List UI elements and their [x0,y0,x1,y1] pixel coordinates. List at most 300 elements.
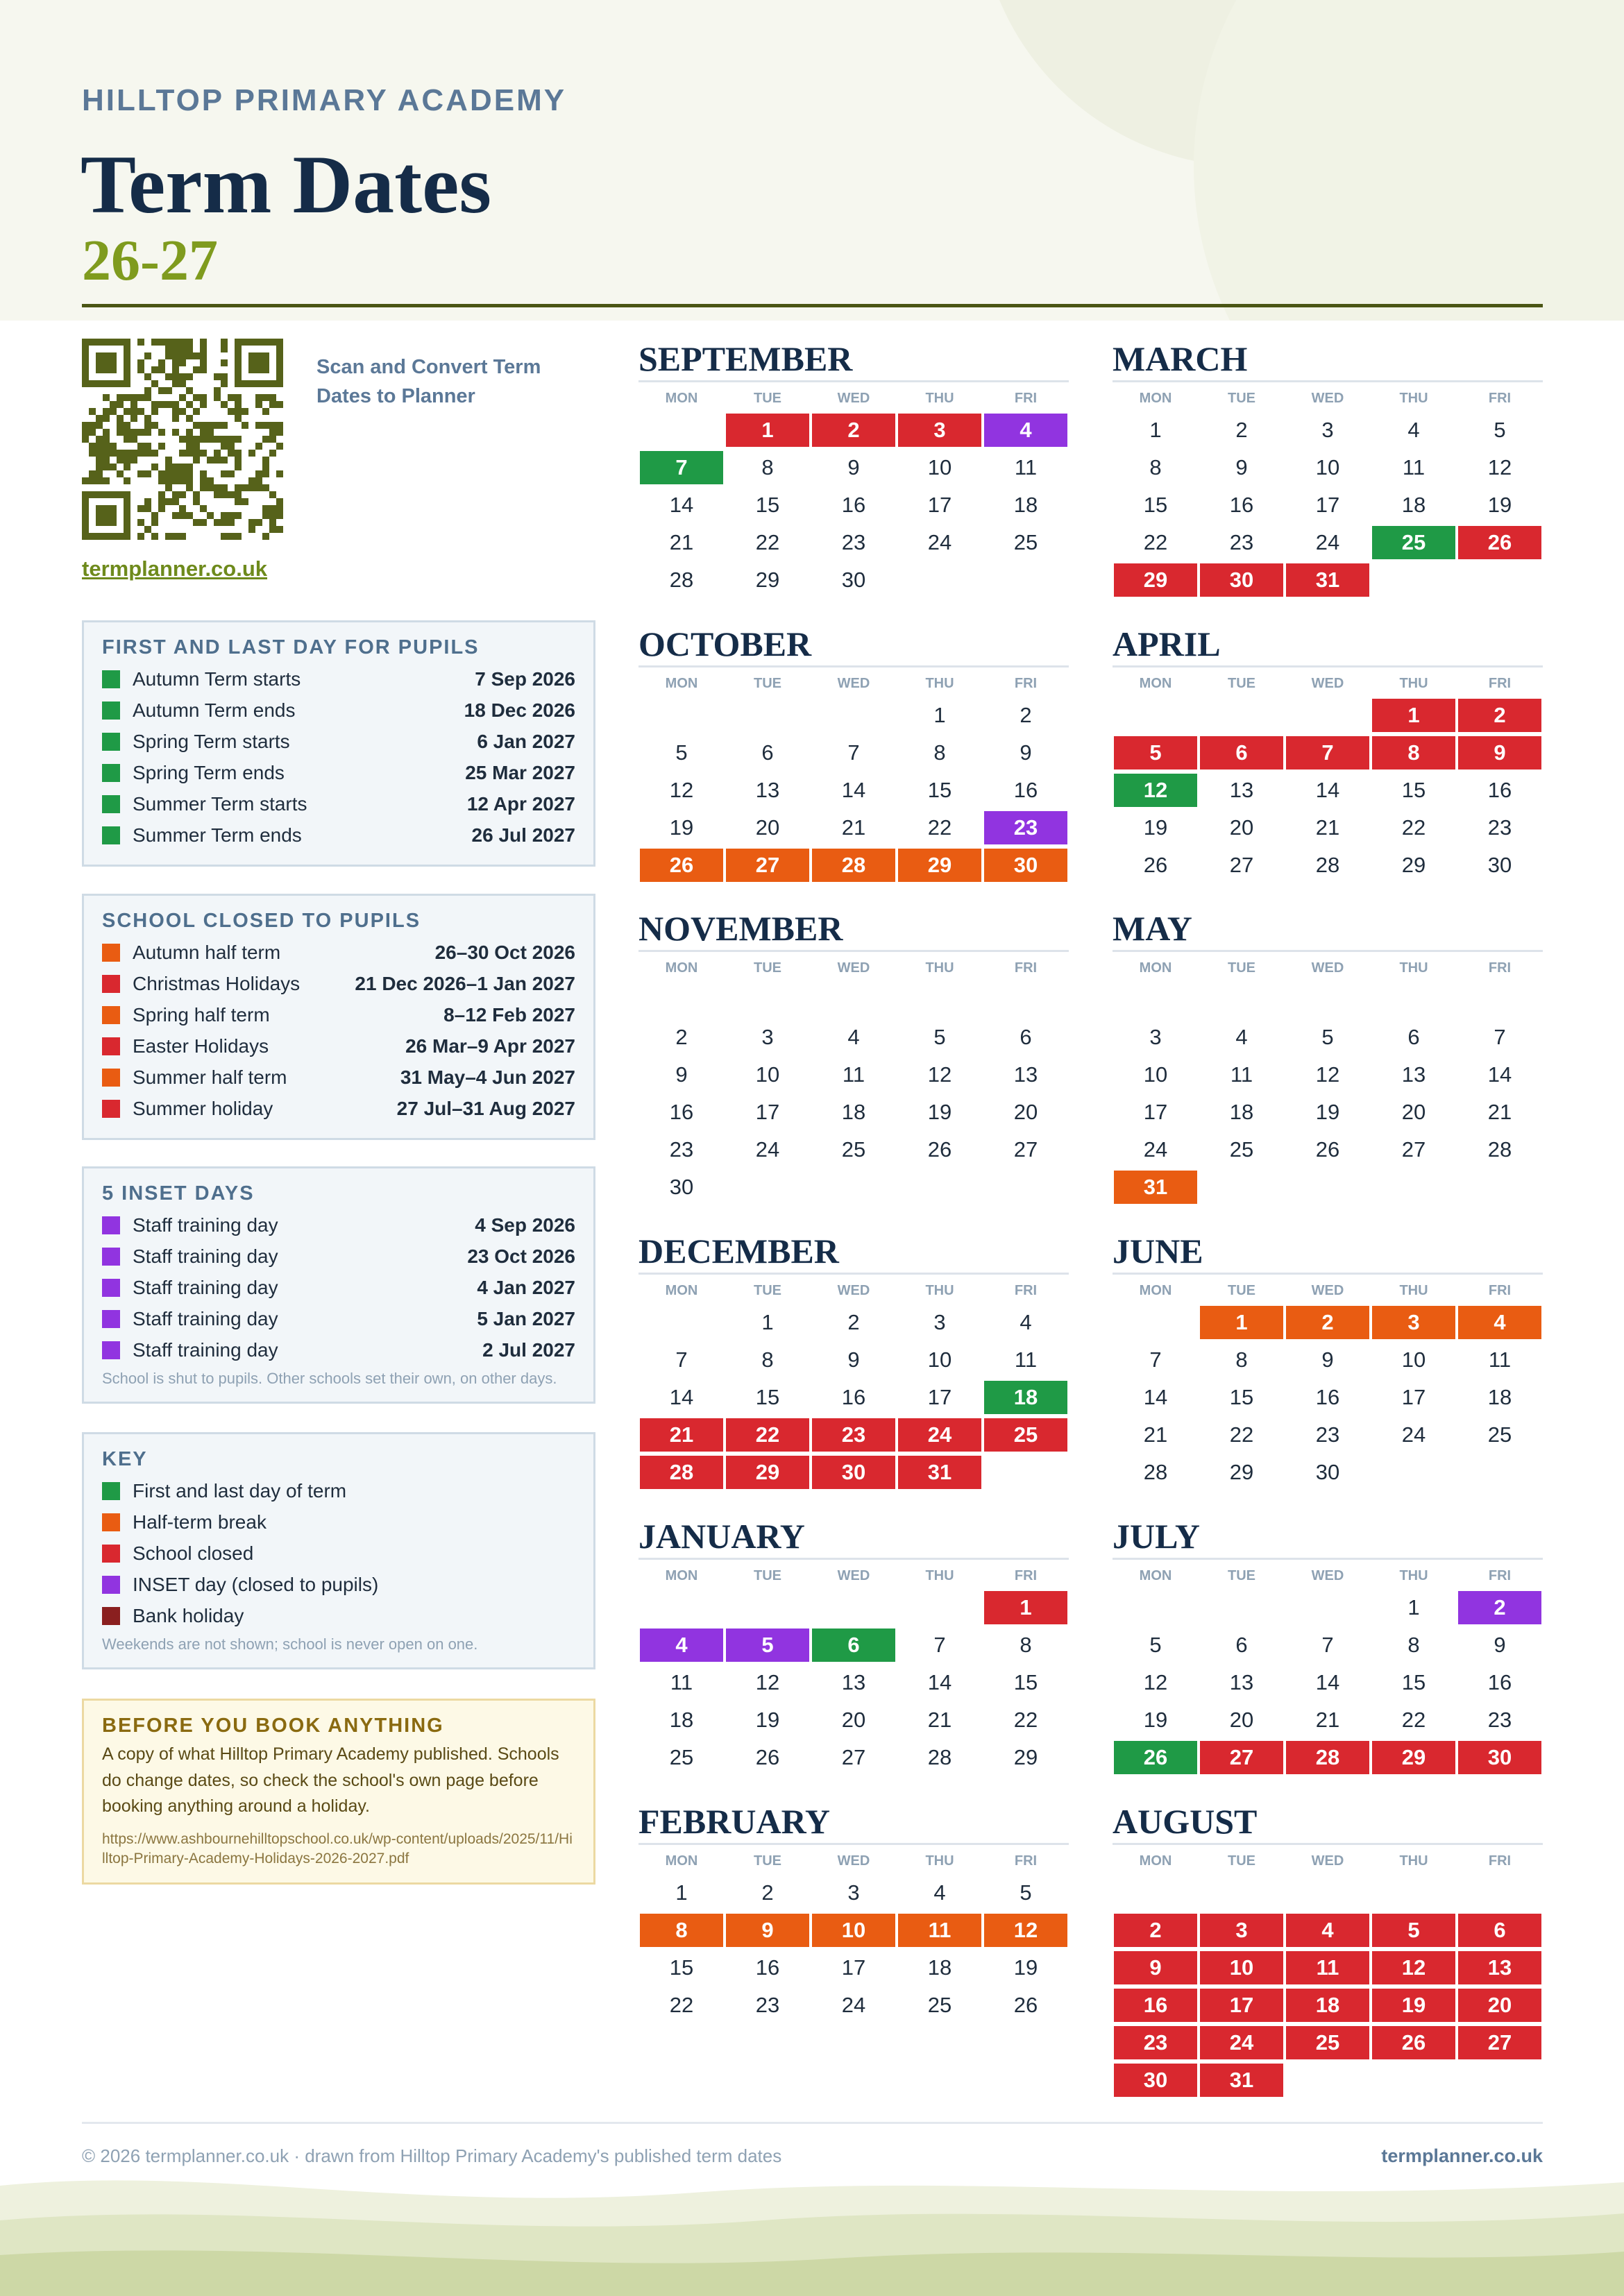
weekday-label: WED [837,1283,870,1298]
color-swatch [102,944,120,962]
item-date: 27 Jul–31 Aug 2027 [396,1097,575,1119]
month-name: APRIL [1113,627,1543,667]
day-cell: 27 [1200,1741,1283,1774]
list-item [102,1272,575,1303]
panel-title: KEY [102,1448,148,1470]
panel-title: FIRST AND LAST DAY FOR PUPILS [102,636,480,658]
day-cell: 30 [1487,853,1512,877]
day-cell: 26 [1315,1137,1340,1162]
empty-cell [1200,1876,1283,1910]
day-cell: 13 [755,778,780,802]
weekday-label: THU [1399,1568,1428,1583]
day-cell: 12 [1372,1951,1455,1984]
weekday-label: TUE [754,1283,781,1298]
day-cell: 3 [1321,418,1334,442]
day-cell: 1 [984,1591,1067,1624]
page-title: Term Dates [81,138,492,230]
day-cell: 4 [984,414,1067,447]
month-february [638,1804,1069,2024]
color-swatch [102,1006,120,1024]
day-cell: 15 [1229,1385,1254,1409]
day-cell: 27 [1229,853,1254,877]
color-swatch [102,1545,120,1563]
day-cell: 1 [933,703,946,727]
day-cell: 2 [847,1310,860,1334]
color-swatch [102,1482,120,1500]
decorative-waves [0,2172,1624,2296]
empty-cell [640,414,723,447]
weekday-label: FRI [1488,960,1512,976]
day-cell: 29 [1013,1745,1038,1769]
weekday-label: WED [837,391,870,406]
day-cell: 21 [1315,1708,1340,1732]
day-cell: 11 [1230,1062,1253,1087]
day-cell: 23 [1487,1708,1512,1732]
day-cell: 6 [812,1629,895,1662]
day-cell: 27 [841,1745,866,1769]
weekday-label: WED [1311,1283,1344,1298]
day-cell: 29 [726,1456,809,1489]
day-cell: 16 [669,1100,694,1124]
day-cell: 30 [669,1175,694,1199]
item-label: Christmas Holidays [133,972,301,994]
day-cell: 19 [1487,493,1512,517]
day-cell: 26 [1458,526,1541,559]
day-cell: 12 [927,1062,952,1087]
empty-cell [1114,1876,1197,1910]
weekday-label: MON [665,960,698,976]
weekday-label: THU [1399,960,1428,976]
item-label: Spring half term [133,1003,270,1026]
list-item [102,1062,575,1093]
day-cell: 16 [1114,1989,1197,2022]
day-cell: 21 [927,1708,952,1732]
weekday-label: FRI [1014,1283,1038,1298]
month-name: MAY [1113,911,1543,952]
weekday-label: MON [1139,1283,1172,1298]
day-grid [638,981,1069,1206]
school-closed-panel [82,894,595,1140]
day-cell: 11 [1286,1951,1369,1984]
weekday-label: THU [925,1283,954,1298]
empty-cell [640,699,723,732]
day-cell: 18 [984,1381,1067,1414]
list-item [102,757,575,788]
weekday-label: MON [665,676,698,691]
day-cell: 20 [1458,1989,1541,2022]
day-cell: 16 [755,1955,780,1980]
day-cell: 24 [841,1993,866,2017]
day-cell: 14 [927,1670,952,1694]
month-name: DECEMBER [638,1234,1069,1275]
empty-cell [812,699,895,732]
weekday-label: FRI [1014,960,1038,976]
day-cell: 15 [1143,493,1168,517]
day-cell: 12 [1114,774,1197,807]
day-cell: 23 [1487,815,1512,840]
academic-year: 26-27 [82,228,218,293]
item-date: 4 Sep 2026 [475,1214,575,1236]
item-label: Staff training day [133,1276,278,1298]
empty-cell [812,983,895,1017]
day-cell: 1 [1372,699,1455,732]
day-cell: 19 [927,1100,952,1124]
weekday-label: MON [1139,960,1172,976]
empty-cell [640,1591,723,1624]
day-cell: 26 [1114,1741,1197,1774]
day-cell: 22 [755,530,780,554]
weekday-label: TUE [1228,1568,1255,1583]
day-cell: 20 [1229,1708,1254,1732]
day-cell: 3 [1149,1025,1162,1049]
weekday-label: TUE [1228,960,1255,976]
item-date: 6 Jan 2027 [477,730,575,752]
month-january [638,1519,1069,1776]
weekday-label: TUE [754,1568,781,1583]
item-date: 18 Dec 2026 [464,699,575,721]
weekday-label: WED [1311,1568,1344,1583]
color-swatch [102,795,120,813]
day-cell: 17 [927,1385,952,1409]
day-cell: 16 [1487,1670,1512,1694]
day-cell: 5 [1321,1025,1334,1049]
day-cell: 12 [984,1914,1067,1947]
day-cell: 2 [1020,703,1032,727]
empty-cell [1286,983,1369,1017]
empty-cell [898,983,981,1017]
empty-cell [984,983,1067,1017]
item-label: Autumn Term starts [133,667,301,690]
day-cell: 24 [1143,1137,1168,1162]
color-swatch [102,826,120,844]
weekday-label: THU [925,960,954,976]
empty-cell [1200,1591,1283,1624]
weekday-label: TUE [754,676,781,691]
day-grid [1113,411,1543,599]
item-date: 25 Mar 2027 [465,761,575,783]
day-cell: 23 [1229,530,1254,554]
day-cell: 25 [927,1993,952,2017]
day-cell: 6 [1020,1025,1032,1049]
day-cell: 25 [1229,1137,1254,1162]
day-grid [1113,981,1543,1206]
day-cell: 3 [1372,1306,1455,1339]
item-label: School closed [133,1542,254,1564]
month-november [638,911,1069,1206]
day-cell: 11 [1014,455,1038,479]
item-date: 21 Dec 2026–1 Jan 2027 [355,972,575,994]
weekday-label: MON [665,1568,698,1583]
day-cell: 25 [1372,526,1455,559]
list-item [102,726,575,757]
weekday-header [638,1283,1069,1304]
list-item [102,695,575,726]
list-item [102,819,575,851]
item-label: Summer holiday [133,1097,273,1119]
day-cell: 10 [1143,1062,1168,1087]
day-cell: 15 [1013,1670,1038,1694]
day-cell: 26 [1143,853,1168,877]
day-cell: 17 [1315,493,1340,517]
month-september [638,341,1069,599]
list-item [102,1506,575,1538]
weekday-header [1113,391,1543,411]
day-cell: 3 [847,1880,860,1905]
day-cell: 7 [1321,1633,1334,1657]
weekday-label: MON [1139,676,1172,691]
day-cell: 17 [755,1100,780,1124]
source-url[interactable]: https://www.ashbournehilltopschool.co.uk/wp-content/uploads/2025/11/Hilltop-Primary-Academy-Holidays-2026-2027.pdf [102,1830,573,1866]
weekday-label: FRI [1488,1568,1512,1583]
panel-title: BEFORE YOU BOOK ANYTHING [102,1715,444,1737]
school-name: HILLTOP PRIMARY ACADEMY [82,83,567,117]
empty-cell [640,983,723,1017]
day-cell: 3 [761,1025,774,1049]
day-cell: 14 [841,778,866,802]
day-cell: 13 [1458,1951,1541,1984]
day-cell: 5 [1114,736,1197,769]
day-cell: 7 [640,451,723,484]
day-cell: 29 [755,568,780,592]
day-cell: 9 [675,1062,688,1087]
day-grid [1113,1874,1543,2099]
empty-cell [898,1591,981,1624]
day-cell: 22 [1401,1708,1426,1732]
item-date: 7 Sep 2026 [475,667,575,690]
day-cell: 20 [1013,1100,1038,1124]
day-cell: 30 [1458,1741,1541,1774]
weekday-label: WED [1311,1853,1344,1869]
day-cell: 8 [1020,1633,1032,1657]
day-cell: 12 [1143,1670,1168,1694]
day-cell: 9 [847,455,860,479]
day-cell: 9 [1235,455,1248,479]
day-cell: 8 [1407,1633,1420,1657]
month-name: JANUARY [638,1519,1069,1560]
list-item [102,1600,575,1631]
item-date: 2 Jul 2027 [482,1338,575,1361]
day-cell: 30 [1315,1460,1340,1484]
day-cell: 7 [1494,1025,1506,1049]
item-label: Staff training day [133,1245,278,1267]
day-cell: 4 [640,1629,723,1662]
day-cell: 27 [726,849,809,882]
day-cell: 28 [1143,1460,1168,1484]
empty-cell [1200,983,1283,1017]
day-cell: 22 [669,1993,694,2017]
day-grid [638,1589,1069,1776]
list-item [102,1538,575,1569]
color-swatch [102,975,120,993]
month-may [1113,911,1543,1206]
item-label: Spring Term ends [133,761,285,783]
day-cell: 15 [755,1385,780,1409]
day-cell: 10 [755,1062,780,1087]
weekday-label: THU [925,1853,954,1869]
day-cell: 18 [1401,493,1426,517]
day-cell: 29 [898,849,981,882]
empty-cell [726,983,809,1017]
day-cell: 1 [1149,418,1162,442]
day-cell: 12 [755,1670,780,1694]
day-cell: 4 [1458,1306,1541,1339]
day-cell: 16 [1487,778,1512,802]
day-cell: 17 [927,493,952,517]
day-cell: 14 [669,493,694,517]
weekday-label: TUE [1228,1853,1255,1869]
weekday-label: MON [665,1853,698,1869]
empty-cell [726,699,809,732]
day-cell: 4 [1235,1025,1248,1049]
day-cell: 1 [1407,1595,1420,1619]
item-label: First and last day of term [133,1479,347,1502]
day-cell: 8 [640,1914,723,1947]
empty-cell [1286,699,1369,732]
item-date: 26 Mar–9 Apr 2027 [405,1035,575,1057]
day-cell: 30 [841,568,866,592]
day-cell: 10 [1401,1347,1426,1372]
day-cell: 31 [1114,1171,1197,1204]
day-cell: 9 [847,1347,860,1372]
weekday-label: TUE [754,1853,781,1869]
day-cell: 3 [898,414,981,447]
color-swatch [102,1248,120,1266]
day-cell: 11 [898,1914,981,1947]
weekday-label: FRI [1488,1853,1512,1869]
day-cell: 26 [1013,1993,1038,2017]
item-date: 5 Jan 2027 [477,1307,575,1329]
day-cell: 21 [1143,1422,1168,1447]
day-cell: 18 [841,1100,866,1124]
day-cell: 11 [1488,1347,1512,1372]
day-cell: 5 [1494,418,1506,442]
month-name: NOVEMBER [638,911,1069,952]
day-cell: 7 [1286,736,1369,769]
day-cell: 31 [898,1456,981,1489]
day-cell: 24 [898,1418,981,1452]
day-grid [1113,1589,1543,1776]
month-name: JULY [1113,1519,1543,1560]
day-cell: 15 [755,493,780,517]
day-cell: 5 [1149,1633,1162,1657]
day-cell: 17 [1143,1100,1168,1124]
day-cell: 14 [1143,1385,1168,1409]
day-cell: 12 [669,778,694,802]
day-cell: 2 [812,414,895,447]
qr-code-icon[interactable] [82,339,283,540]
day-cell: 2 [1114,1914,1197,1947]
list-item [102,788,575,819]
day-cell: 8 [933,740,946,765]
day-cell: 23 [812,1418,895,1452]
list-item [102,937,575,968]
day-cell: 21 [669,530,694,554]
weekday-label: THU [925,1568,954,1583]
item-label: Half-term break [133,1511,267,1533]
day-cell: 7 [1149,1347,1162,1372]
day-cell: 4 [847,1025,860,1049]
day-cell: 25 [841,1137,866,1162]
item-label: Spring Term starts [133,730,290,752]
day-cell: 1 [726,414,809,447]
day-cell: 7 [847,740,860,765]
day-cell: 13 [1229,778,1254,802]
day-cell: 20 [1401,1100,1426,1124]
day-cell: 9 [1458,736,1541,769]
empty-cell [812,1591,895,1624]
color-swatch [102,1513,120,1531]
qr-caption: Scan and Convert Term Dates to Planner [316,356,541,408]
panel-title: 5 INSET DAYS [102,1182,255,1205]
item-label: Staff training day [133,1338,278,1361]
list-item [102,1030,575,1062]
day-cell: 18 [1229,1100,1254,1124]
weekday-label: FRI [1488,1283,1512,1298]
weekday-label: FRI [1488,676,1512,691]
day-cell: 11 [842,1062,865,1087]
day-cell: 25 [1013,530,1038,554]
day-cell: 17 [1401,1385,1426,1409]
day-cell: 19 [669,815,694,840]
day-cell: 28 [1487,1137,1512,1162]
booking-warning-panel [82,1699,595,1885]
day-grid [1113,697,1543,884]
day-cell: 9 [1321,1347,1334,1372]
day-cell: 6 [1407,1025,1420,1049]
weekday-label: WED [1311,391,1344,406]
day-cell: 2 [1235,418,1248,442]
color-swatch [102,1341,120,1359]
day-cell: 3 [1200,1914,1283,1947]
month-name: MARCH [1113,341,1543,382]
weekday-label: WED [837,1568,870,1583]
day-cell: 28 [640,1456,723,1489]
day-cell: 14 [669,1385,694,1409]
day-cell: 24 [1401,1422,1426,1447]
day-cell: 4 [1020,1310,1032,1334]
day-cell: 23 [984,811,1067,844]
key-panel [82,1432,595,1669]
item-label: Summer Term starts [133,792,307,815]
day-cell: 25 [1286,2026,1369,2059]
day-cell: 24 [1200,2026,1283,2059]
month-name: FEBRUARY [638,1804,1069,1845]
weekday-label: TUE [754,391,781,406]
day-cell: 28 [927,1745,952,1769]
termplanner-link[interactable]: termplanner.co.uk [82,556,268,581]
day-cell: 26 [927,1137,952,1162]
day-cell: 24 [755,1137,780,1162]
color-swatch [102,1216,120,1234]
day-cell: 16 [1315,1385,1340,1409]
day-cell: 22 [1013,1708,1038,1732]
color-swatch [102,733,120,751]
footer-link[interactable]: termplanner.co.uk [1381,2145,1543,2166]
day-cell: 28 [669,568,694,592]
weekday-label: FRI [1014,1568,1038,1583]
day-cell: 30 [984,849,1067,882]
day-cell: 29 [1114,563,1197,597]
day-cell: 14 [1487,1062,1512,1087]
day-cell: 17 [1200,1989,1283,2022]
day-cell: 8 [1372,736,1455,769]
day-cell: 7 [933,1633,946,1657]
month-june [1113,1234,1543,1491]
item-label: Summer half term [133,1066,287,1088]
day-cell: 25 [1487,1422,1512,1447]
day-cell: 11 [1402,455,1426,479]
day-cell: 21 [841,815,866,840]
